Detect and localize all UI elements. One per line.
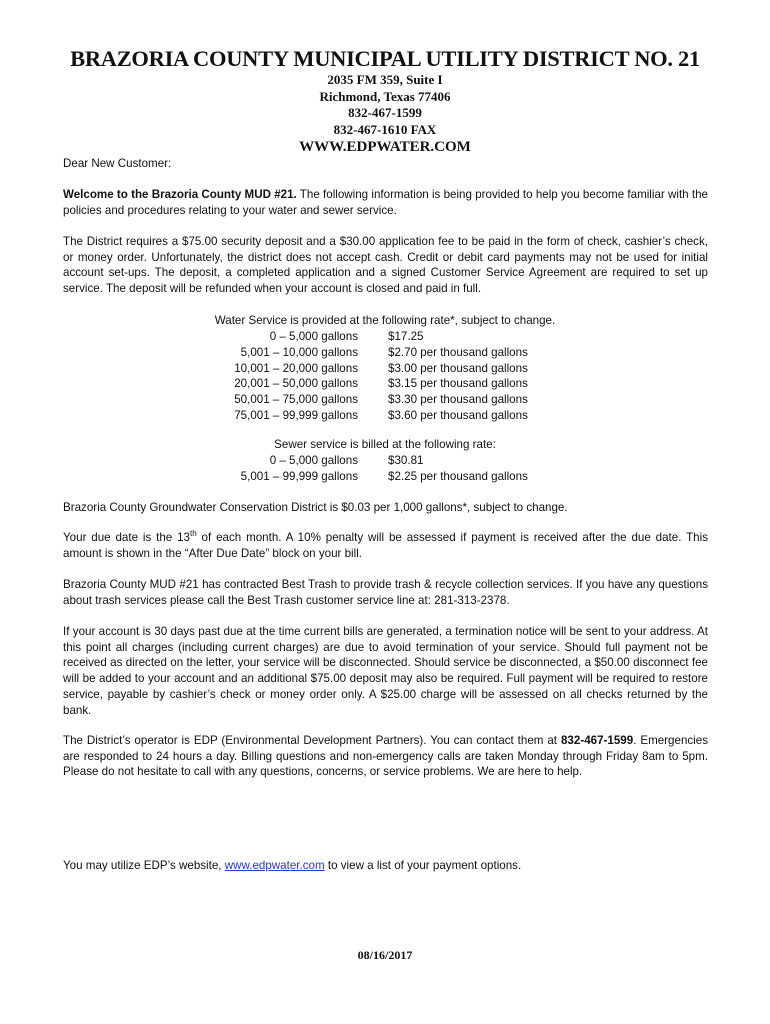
website-paragraph xyxy=(63,858,708,874)
edpwater-link[interactable]: www.edpwater.com xyxy=(224,859,325,872)
table-row xyxy=(0,469,770,485)
rate-price: $2.70 per thousand gallons xyxy=(388,346,528,360)
rate-price: $3.00 per thousand gallons xyxy=(388,361,528,375)
rate-price: $17.25 xyxy=(388,330,424,344)
address-block xyxy=(0,72,770,157)
table-row xyxy=(0,392,770,408)
website-part2: to view a list of your payment options. xyxy=(324,859,522,872)
rate-range: 5,001 – 99,999 gallons xyxy=(240,470,358,484)
header-website: WWW.EDPWATER.COM xyxy=(299,139,471,155)
rate-range: 5,001 – 10,000 gallons xyxy=(240,346,358,360)
table-row xyxy=(0,360,770,376)
district-title: BRAZORIA COUNTY MUNICIPAL UTILITY DISTRICT NO. 21 xyxy=(70,46,700,71)
rate-range: 0 – 5,000 gallons xyxy=(269,330,358,344)
phone-number: 832-467-1599 xyxy=(348,105,422,120)
groundwater-paragraph: Brazoria County Groundwater Conservation District is $0.03 per 1,000 gallons*, subject to change. xyxy=(63,501,568,514)
website-part1: You may utilize EDP’s website, xyxy=(63,859,225,872)
intro-rest: The following information is being provided to help you become familiar with the policies and procedures relating to your water and sewer service. xyxy=(63,188,708,217)
city-state-zip: Richmond, Texas 77406 xyxy=(319,88,451,104)
table-row xyxy=(0,453,770,469)
operator-part2: . Emergencies are responded to 24 hours a day. Billing questions and non-emergency calls are taken Monday through Friday 8am to 5pm. Please do not hesitate to call with any questions, concerns, or service problems. We are here to help. xyxy=(63,734,709,779)
letter-date: 08/16/2017 xyxy=(357,948,413,962)
rate-price: $3.30 per thousand gallons xyxy=(388,393,528,407)
due-date-paragraph xyxy=(63,530,708,561)
intro-paragraph xyxy=(63,187,708,218)
table-row xyxy=(0,345,770,361)
greeting: Dear New Customer: xyxy=(63,157,172,170)
intro-bold: Welcome to the Brazoria County MUD #21. xyxy=(63,188,297,201)
rate-price: $3.60 per thousand gallons xyxy=(388,408,528,422)
operator-part1: The District’s operator is EDP (Environmental Development Partners). You can contact them at xyxy=(63,734,561,747)
rate-range: 75,001 – 99,999 gallons xyxy=(234,408,358,422)
sewer-rate-heading: Sewer service is billed at the following rate: xyxy=(274,438,496,451)
rate-price: $2.25 per thousand gallons xyxy=(388,470,528,484)
termination-paragraph: If your account is 30 days past due at the time current bills are generated, a termination notice will be sent to your address. At this point all charges (including current charges) are due to avoid termination of your service. Should full payment not be received as directed on the letter, your service will be disconnected. Should service be disconnected, a $50.00 disconnect fee will be added to your account and an additional $75.00 deposit may also be required. Full payment will be required to restore service, payable by cashier’s check or money order only. A $25.00 charge will be assessed on all checks returned by the bank. xyxy=(63,625,708,717)
table-row xyxy=(0,329,770,345)
water-rate-heading: Water Service is provided at the following rate*, subject to change. xyxy=(214,314,556,327)
rate-price: $3.15 per thousand gallons xyxy=(388,377,528,391)
rate-range: 20,001 – 50,000 gallons xyxy=(234,377,358,391)
operator-phone: 832-467-1599 xyxy=(560,734,634,747)
due-part2: of each month. A 10% penalty will be assessed if payment is received after the due date. This amount is shown in the “After Due Date” block on your bill. xyxy=(63,531,708,560)
table-row xyxy=(0,376,770,392)
rate-range: 10,001 – 20,000 gallons xyxy=(234,361,358,375)
due-part1: Your due date is the 13 xyxy=(63,531,191,544)
rate-price: $30.81 xyxy=(388,454,424,468)
rate-range: 50,001 – 75,000 gallons xyxy=(234,393,358,407)
table-row xyxy=(0,407,770,423)
operator-paragraph xyxy=(63,733,708,780)
due-superscript: th xyxy=(190,529,197,538)
street-address: 2035 FM 359, Suite I xyxy=(327,72,443,87)
rate-range: 0 – 5,000 gallons xyxy=(269,454,358,468)
water-rate-table xyxy=(0,329,770,423)
fax-number: 832-467-1610 FAX xyxy=(333,121,437,137)
sewer-rate-table xyxy=(0,453,770,484)
deposit-paragraph: The District requires a $75.00 security deposit and a $30.00 application fee to be paid in the form of check, cashier’s check, or money order. Unfortunately, the district does not accept cash. Credit or debit card payments may not be used for initial account set-ups. The deposit, a completed application and a signed Customer Service Agreement are required to set up service. The deposit will be refunded when your account is closed and paid in full. xyxy=(63,235,708,296)
trash-paragraph: Brazoria County MUD #21 has contracted Best Trash to provide trash & recycle collection services. If you have any questions about trash services please call the Best Trash customer service line at: 281-313-2378. xyxy=(63,578,708,607)
